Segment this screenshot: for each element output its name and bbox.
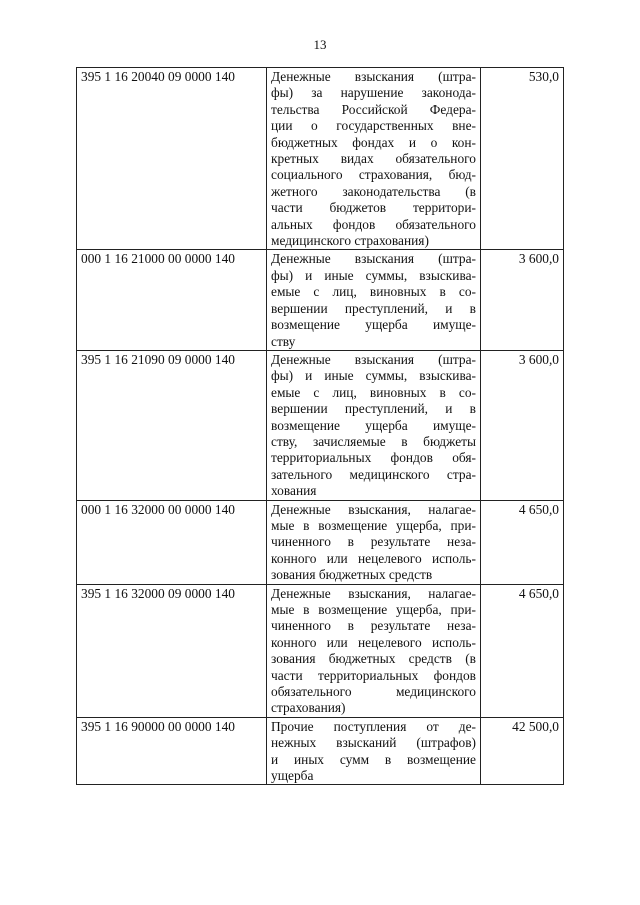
description-line: вершении преступлений, и в [271, 300, 476, 316]
description-line: емые с лиц, виновных в со- [271, 384, 476, 400]
budget-classification-code: 395 1 16 90000 00 0000 140 [77, 717, 267, 785]
budget-classification-code: 000 1 16 32000 00 0000 140 [77, 500, 267, 584]
amount-value: 530,0 [481, 68, 564, 250]
revenue-description [267, 250, 481, 350]
description-line: Денежные взыскания, налагае- [271, 585, 476, 601]
description-line: возмещение ущерба имуще- [271, 317, 476, 333]
amount-value: 3 600,0 [481, 250, 564, 350]
description-line: Денежные взыскания (штра- [271, 251, 476, 267]
description-line: части территориальных фондов [271, 667, 476, 683]
description-line: страхования) [271, 700, 346, 716]
description-line: фы) и иные суммы, взыскива- [271, 267, 476, 283]
amount-value: 42 500,0 [481, 717, 564, 785]
description-line: вершении преступлений, и в [271, 401, 476, 417]
description-line: части бюджетов территори- [271, 200, 476, 216]
description-line: фы) и иные суммы, взыскива- [271, 368, 476, 384]
description-line: ции о государственных вне- [271, 118, 476, 134]
table-row [77, 250, 564, 350]
description-line: жетного законодательства (в [271, 183, 476, 199]
budget-classification-code: 395 1 16 32000 09 0000 140 [77, 584, 267, 717]
budget-classification-code: 395 1 16 21090 09 0000 140 [77, 350, 267, 500]
description-line: емые с лиц, виновных в со- [271, 284, 476, 300]
amount-value: 4 650,0 [481, 500, 564, 584]
description-line: мые в возмещение ущерба, при- [271, 602, 476, 617]
revenue-description [267, 350, 481, 500]
description-line: хования [271, 483, 317, 499]
description-line: конного или нецелевого исполь- [271, 634, 476, 650]
description-line: чиненного в результате неза- [271, 618, 476, 634]
description-line: обязательного медицинского [271, 684, 476, 700]
description-line: мые в возмещение ущерба, при- [271, 517, 476, 533]
description-line: чиненного в результате неза- [271, 534, 476, 550]
description-line: тельства Российской Федера- [271, 101, 476, 117]
budget-classification-code: 395 1 16 20040 09 0000 140 [77, 68, 267, 250]
description-line: Денежные взыскания (штра- [271, 351, 476, 367]
description-line: нежных взысканий (штрафов) [271, 735, 476, 751]
description-line: социального страхования, бюд- [271, 167, 476, 183]
description-line: бюджетных фондах и о кон- [271, 134, 476, 150]
description-line: ству, зачисляемые в бюджеты [271, 433, 476, 449]
description-line: зования бюджетных средств (в [271, 651, 476, 667]
description-line: зования бюджетных средств [271, 567, 433, 583]
table-row [77, 350, 564, 500]
description-line: зательного медицинского стра- [271, 466, 476, 482]
revenue-description [267, 500, 481, 584]
description-line: альных фондов обязательного [271, 216, 476, 232]
budget-classification-code: 000 1 16 21000 00 0000 140 [77, 250, 267, 350]
table-body [77, 68, 564, 785]
description-line: Прочие поступления от де- [271, 718, 476, 734]
description-line: и иных сумм в возмещение [271, 751, 476, 767]
description-line: территориальных фондов обя- [271, 450, 476, 466]
description-line: фы) за нарушение законода- [271, 85, 476, 101]
budget-revenue-table [76, 67, 564, 785]
revenue-description [267, 584, 481, 717]
description-line: ству [271, 333, 296, 349]
amount-value: 3 600,0 [481, 350, 564, 500]
revenue-description [267, 717, 481, 785]
description-line: кретных видах обязательного [271, 151, 476, 167]
revenue-description [267, 68, 481, 250]
description-line: ущерба [271, 768, 314, 784]
description-line: Денежные взыскания, налагае- [271, 501, 476, 517]
description-line: возмещение ущерба имуще- [271, 417, 476, 433]
description-line: Денежные взыскания (штра- [271, 69, 476, 84]
table-row [77, 500, 564, 584]
table-row [77, 717, 564, 785]
description-line: конного или нецелевого исполь- [271, 550, 476, 566]
description-line: медицинского страхования) [271, 233, 429, 249]
table-row [77, 584, 564, 717]
amount-value: 4 650,0 [481, 584, 564, 717]
page-number: 13 [313, 37, 327, 52]
table-row [77, 68, 564, 250]
